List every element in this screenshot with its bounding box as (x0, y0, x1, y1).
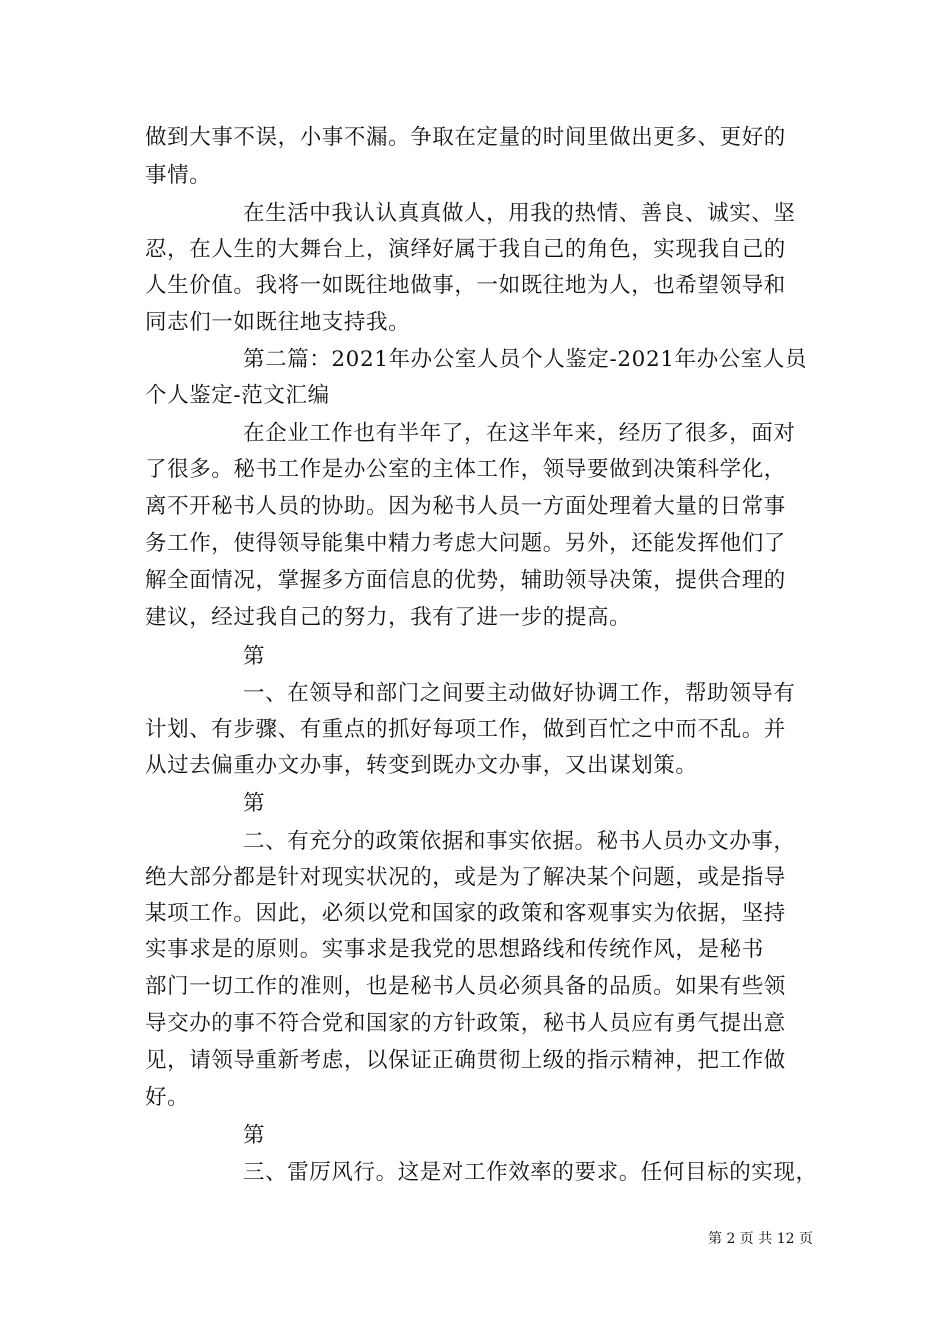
text-line: 在生活中我认认真真做人，用我的热情、善良、诚实、坚 (243, 201, 796, 226)
text-line: 第 (243, 1123, 266, 1148)
text-line: 见，请领导重新考虑，以保证正确贯彻上级的指示精神，把工作做 (145, 1048, 786, 1073)
text-line: 同志们一如既往地支持我。 (145, 310, 411, 335)
text-line: 实事求是的原则。实事求是我党的思想路线和传统作风，是秘书 (145, 937, 764, 962)
section-heading: 个人鉴定-范文汇编 (145, 383, 330, 408)
text-line: 一、在领导和部门之间要主动做好协调工作，帮助领导有 (243, 681, 796, 706)
text-line: 导交办的事不符合党和国家的方针政策，秘书人员应有勇气提出意 (145, 1011, 786, 1036)
text-line: 第 (243, 791, 266, 816)
text-line: 好。 (145, 1085, 190, 1110)
text-line: 人生价值。我将一如既往地做事，一如既往地为人，也希望领导和 (145, 273, 786, 298)
text-line: 解全面情况，掌握多方面信息的优势，辅助领导决策，提供合理的 (145, 568, 786, 593)
text-line: 事情。 (145, 163, 212, 188)
text-line: 忍，在人生的大舞台上，演绎好属于我自己的角色，实现我自己的 (145, 237, 786, 262)
text-line: 建议，经过我自己的努力，我有了进一步的提高。 (145, 605, 632, 630)
text-line: 做到大事不误，小事不漏。争取在定量的时间里做出更多、更好的 (145, 125, 786, 150)
text-line: 离不开秘书人员的协助。因为秘书人员一方面处理着大量的日常事 (145, 494, 786, 519)
text-line: 了很多。秘书工作是办公室的主体工作，领导要做到决策科学化， (145, 457, 786, 482)
text-line: 绝大部分都是针对现实状况的，或是为了解决某个问题，或是指导 (145, 865, 786, 890)
text-line: 二、有充分的政策依据和事实依据。秘书人员办文办事， (243, 829, 796, 854)
text-line: 从过去偏重办文办事，转变到既办文办事，又出谋划策。 (145, 753, 698, 778)
text-line: 在企业工作也有半年了，在这半年来，经历了很多，面对 (243, 421, 796, 446)
text-line: 计划、有步骤、有重点的抓好每项工作，做到百忙之中而不乱。并 (145, 717, 786, 742)
section-heading: 第二篇：2021年办公室人员个人鉴定-2021年办公室人员 (243, 347, 808, 372)
text-line: 某项工作。因此，必须以党和国家的政策和客观事实为依据，坚持 (145, 901, 786, 926)
text-line: 第 (243, 644, 266, 669)
page-number: 第 2 页 共 12 页 (708, 1231, 813, 1247)
text-line: 三、雷厉风行。这是对工作效率的要求。任何目标的实现， (243, 1160, 818, 1185)
text-line: 部门一切工作的准则，也是秘书人员必须具备的品质。如果有些领 (145, 974, 786, 999)
text-line: 务工作，使得领导能集中精力考虑大问题。另外，还能发挥他们了 (145, 531, 786, 556)
